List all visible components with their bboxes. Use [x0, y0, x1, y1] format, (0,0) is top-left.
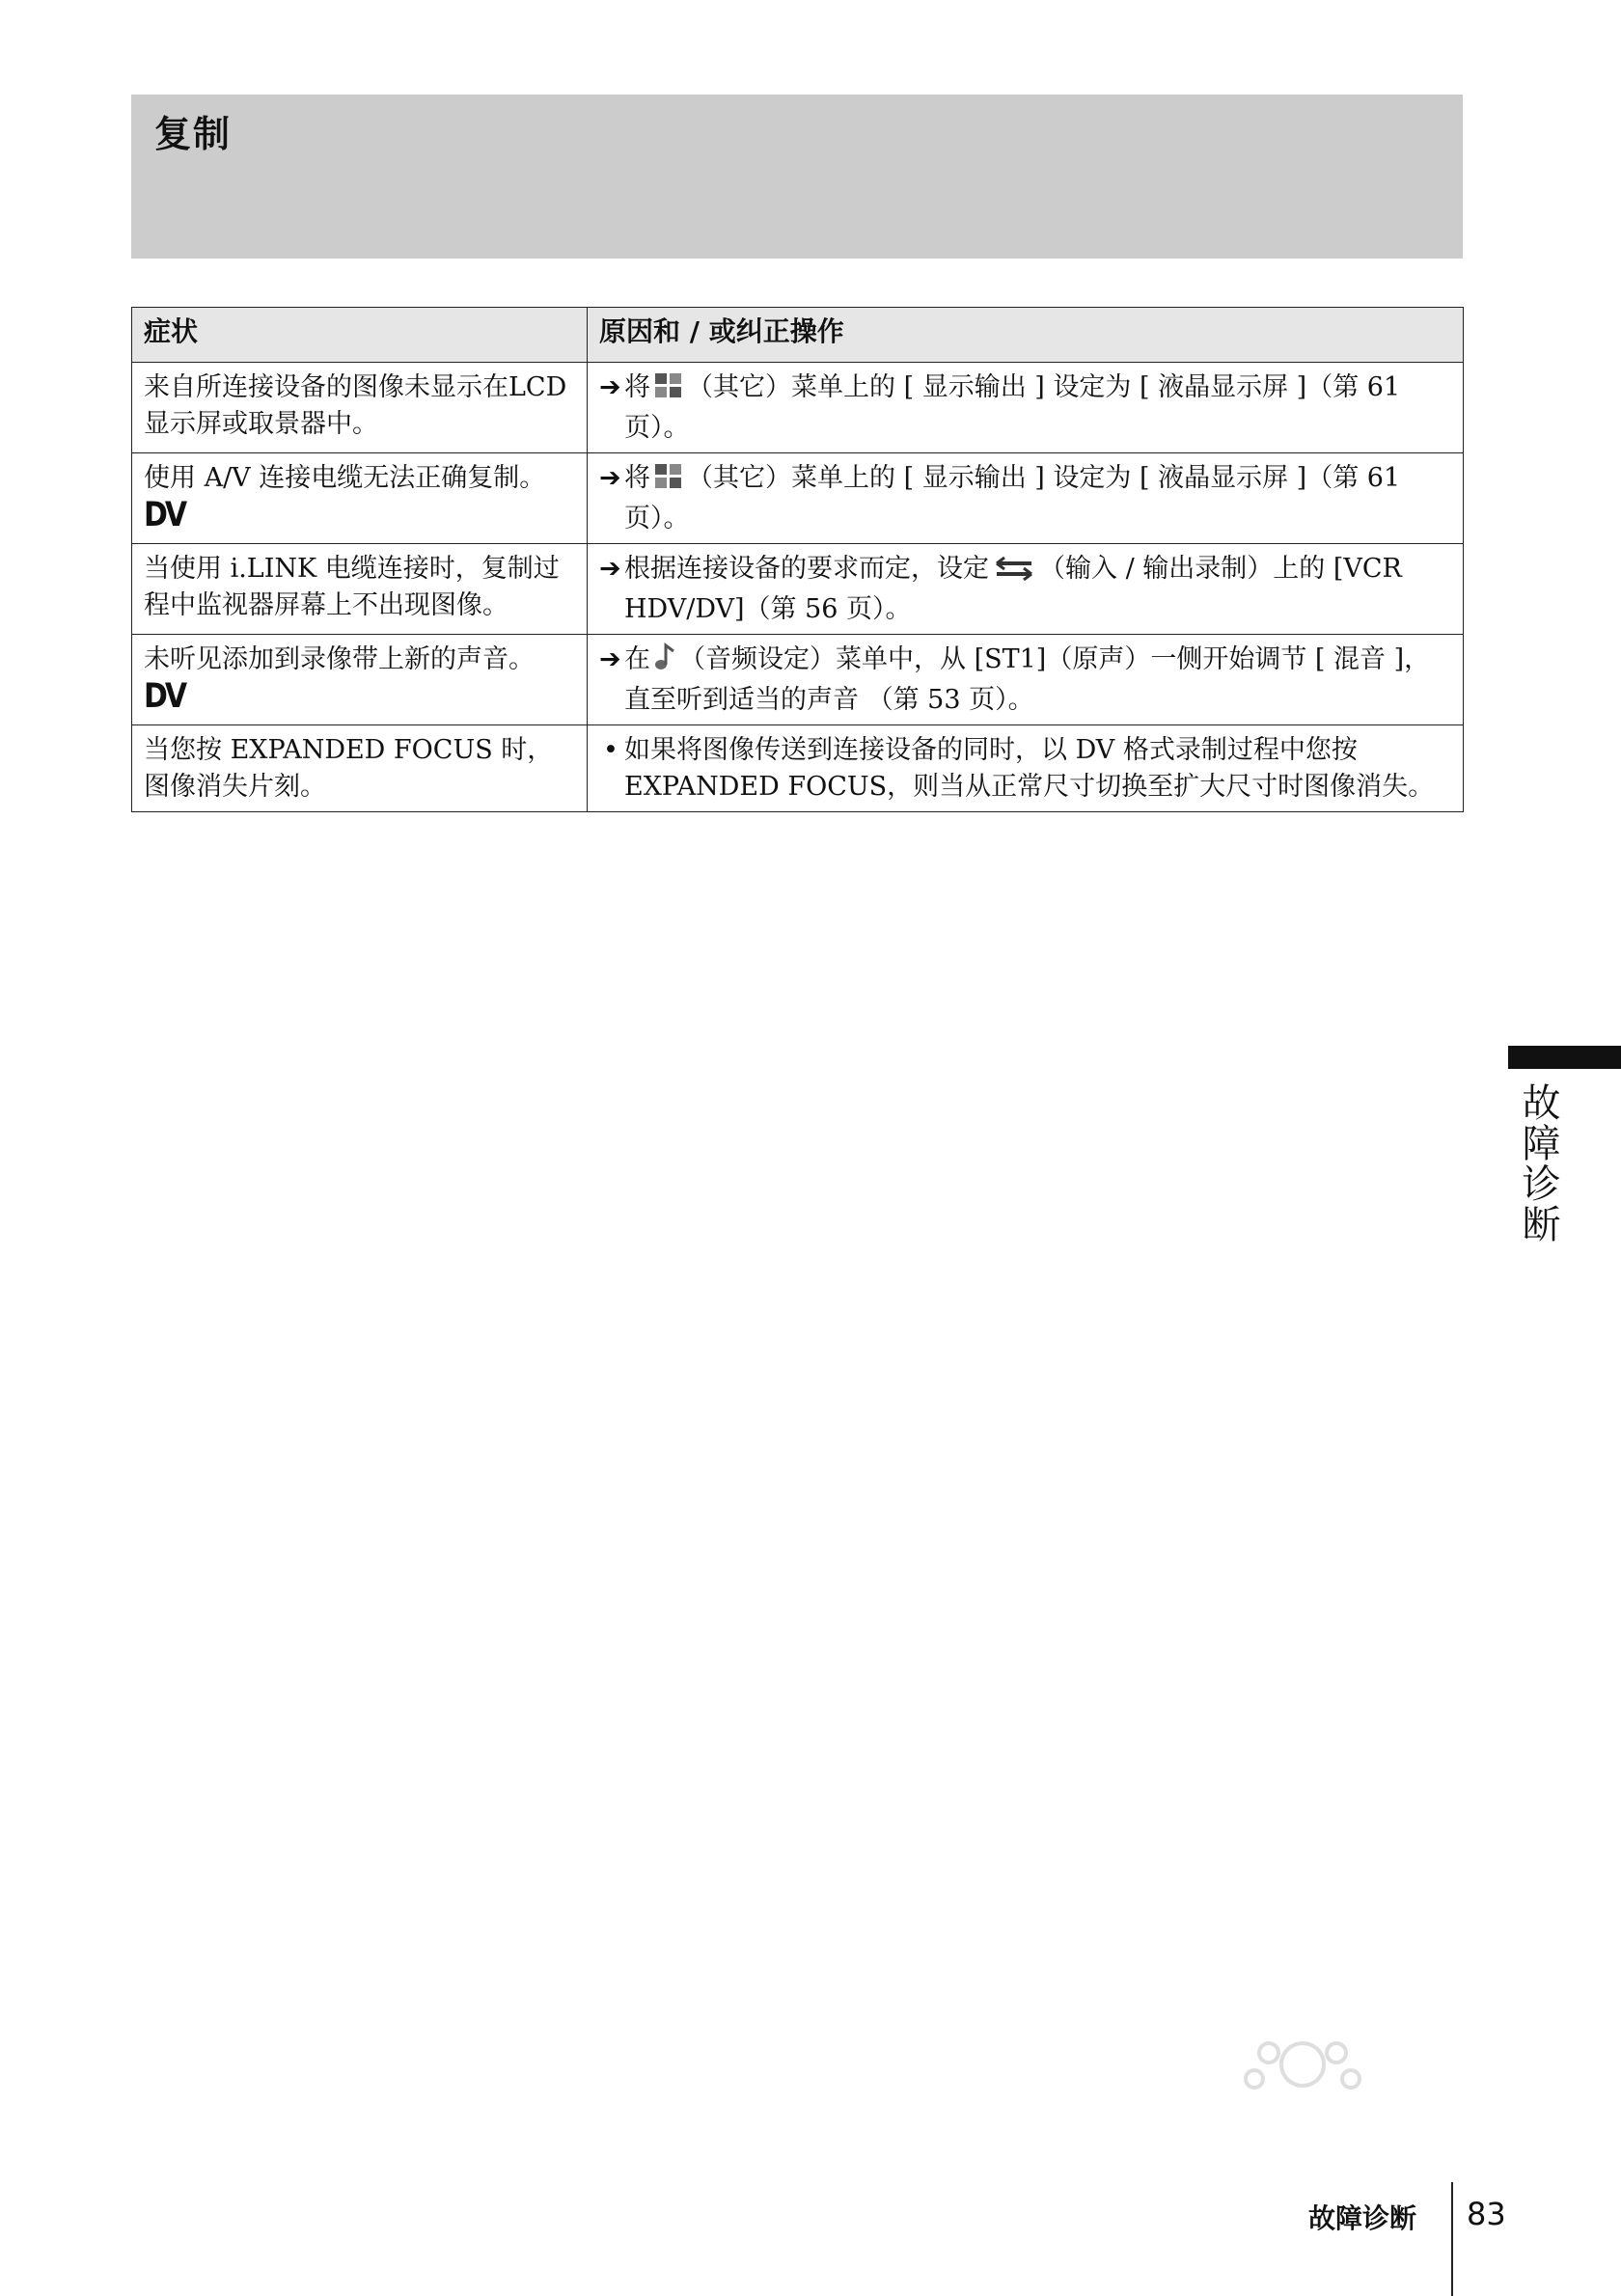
cause-bullet-line — [599, 732, 1451, 806]
audio-settings-icon — [654, 642, 675, 682]
input-output-icon — [993, 555, 1035, 591]
symptom-cell — [132, 363, 588, 453]
cause-arrow-line — [599, 369, 1451, 447]
cause-text-continued: （其它）菜单上的 [ 显示输出 ] 设定为 [ 液晶显示屏 ]（第 61 页）。 — [624, 463, 1401, 533]
symptom-cell — [132, 725, 588, 812]
header-cause: 原因和 / 或纠正操作 — [588, 308, 1464, 363]
side-tab-marker — [1508, 1046, 1621, 1069]
arrow-marker: ➔ — [599, 554, 621, 584]
side-tab-label: 故障诊断 — [1516, 1082, 1560, 1244]
other-menu-icon — [654, 463, 683, 501]
symptom-text: 当您按 EXPANDED FOCUS 时，图像消失片刻。 — [144, 735, 554, 802]
cause-text: 如果将图像传送到连接设备的同时，以 DV 格式录制过程中您按 EXPANDED FOCUS，则当从正常尺寸切换至扩大尺寸时图像消失。 — [624, 735, 1435, 802]
symptom-text: 使用 A/V 连接电缆无法正确复制。 — [144, 463, 546, 493]
dv-format-mark: DV — [144, 495, 185, 535]
cause-text: 根据连接设备的要求而定，设定 — [624, 554, 989, 584]
cause-cell — [588, 544, 1464, 635]
cause-text: 将 — [624, 463, 650, 493]
table-row — [132, 363, 1464, 453]
table-row — [132, 635, 1464, 725]
arrow-marker: ➔ — [599, 372, 621, 402]
page-number: 83 — [1467, 2196, 1506, 2232]
cause-text-continued: （其它）菜单上的 [ 显示输出 ] 设定为 [ 液晶显示屏 ]（第 61 页）。 — [624, 372, 1401, 443]
troubleshooting-table — [131, 307, 1464, 812]
cause-text: 在 — [624, 644, 650, 674]
symptom-text: 当使用 i.LINK 电缆连接时，复制过程中监视器屏幕上不出现图像。 — [144, 554, 560, 620]
symptom-cell — [132, 453, 588, 544]
section-title: 复制 — [154, 113, 233, 155]
cause-arrow-line — [599, 460, 1451, 537]
table-row — [132, 544, 1464, 635]
table-row — [132, 453, 1464, 544]
cause-text-continued: （输入 / 输出录制）上的 [VCR HDV/DV]（第 56 页）。 — [624, 554, 1402, 624]
cause-arrow-line — [599, 551, 1451, 628]
arrow-marker: ➔ — [599, 463, 621, 493]
baidu-watermark — [1110, 2026, 1515, 2209]
cause-cell — [588, 363, 1464, 453]
table-header-row — [132, 308, 1464, 363]
cause-cell — [588, 635, 1464, 725]
symptom-text: 未听见添加到录像带上新的声音。 — [144, 644, 535, 674]
symptom-cell — [132, 635, 588, 725]
header-symptom: 症状 — [132, 308, 588, 363]
symptom-text: 来自所连接设备的图像未显示在LCD 显示屏或取景器中。 — [144, 372, 567, 439]
symptom-cell — [132, 544, 588, 635]
arrow-marker: ➔ — [599, 644, 621, 674]
dv-format-mark: DV — [144, 676, 185, 717]
other-menu-icon — [654, 372, 683, 410]
cause-cell — [588, 725, 1464, 812]
table-row — [132, 725, 1464, 812]
bullet-marker: • — [603, 735, 618, 765]
footer-section-name: 故障诊断 — [1308, 2202, 1417, 2234]
cause-text-continued: （音频设定）菜单中，从 [ST1]（原声）一侧开始调节 [ 混音 ]，直至听到适当的声音 （第 53 页）。 — [624, 644, 1431, 715]
section-banner — [131, 95, 1463, 259]
cause-text: 将 — [624, 372, 650, 402]
cause-cell — [588, 453, 1464, 544]
cause-arrow-line — [599, 642, 1451, 719]
